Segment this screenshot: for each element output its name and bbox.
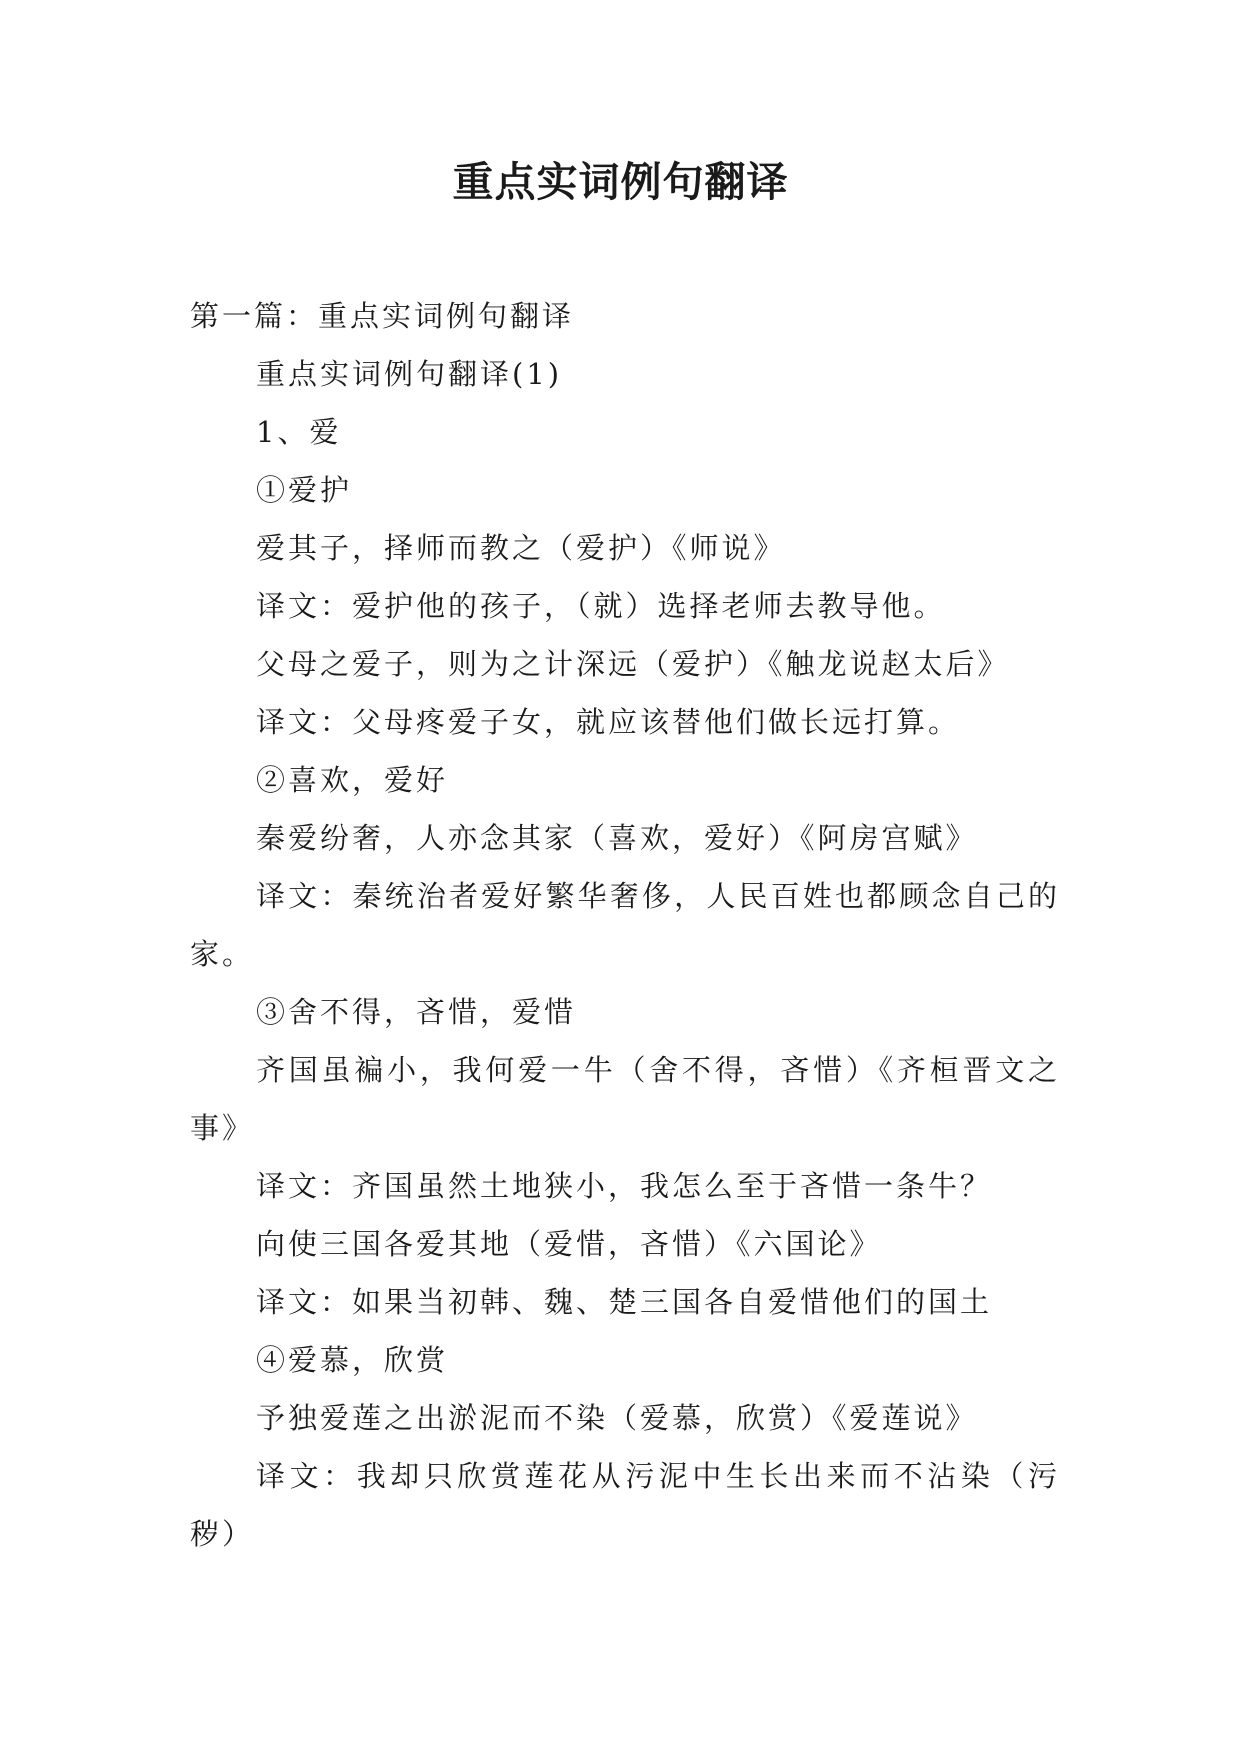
example-sentence: 爱其子，择师而教之（爱护）《师说》	[256, 531, 786, 565]
meaning-heading: ①爱护	[256, 473, 353, 507]
translation-text: 译文：我却只欣赏莲花从污泥中生长出来而不沾染（污秽）	[190, 1459, 1060, 1551]
document-body	[190, 287, 1060, 1563]
translation-text: 译文：如果当初韩、魏、楚三国各自爱惜他们的国土	[256, 1285, 993, 1319]
example-sentence: 向使三国各爱其地（爱惜，吝惜）《六国论》	[256, 1227, 882, 1261]
meaning-heading: ④爱慕，欣赏	[256, 1343, 449, 1377]
meaning-heading: ②喜欢，爱好	[256, 763, 449, 797]
translation-text: 译文：秦统治者爱好繁华奢侈，人民百姓也都顾念自己的家。	[190, 879, 1060, 971]
translation-text: 译文：爱护他的孩子，（就）选择老师去教导他。	[256, 589, 946, 623]
meaning-heading: ③舍不得，吝惜，爱惜	[256, 995, 577, 1029]
example-sentence: 秦爱纷奢，人亦念其家（喜欢，爱好）《阿房宫赋》	[256, 821, 978, 855]
entry-heading: 1、爱	[256, 415, 342, 449]
example-sentence: 齐国虽褊小，我何爱一牛（舍不得，吝惜）《齐桓晋文之事》	[190, 1053, 1060, 1145]
translation-text: 译文：父母疼爱子女，就应该替他们做长远打算。	[256, 705, 961, 739]
subsection-heading: 重点实词例句翻译(1)	[256, 357, 563, 391]
example-sentence: 予独爱莲之出淤泥而不染（爱慕，欣赏）《爱莲说》	[256, 1401, 978, 1435]
translation-text: 译文：齐国虽然土地狭小，我怎么至于吝惜一条牛？	[256, 1169, 993, 1203]
section-heading: 第一篇：重点实词例句翻译	[190, 299, 575, 333]
document-title: 重点实词例句翻译	[452, 158, 789, 206]
example-sentence: 父母之爱子，则为之计深远（爱护）《触龙说赵太后》	[256, 647, 1010, 681]
